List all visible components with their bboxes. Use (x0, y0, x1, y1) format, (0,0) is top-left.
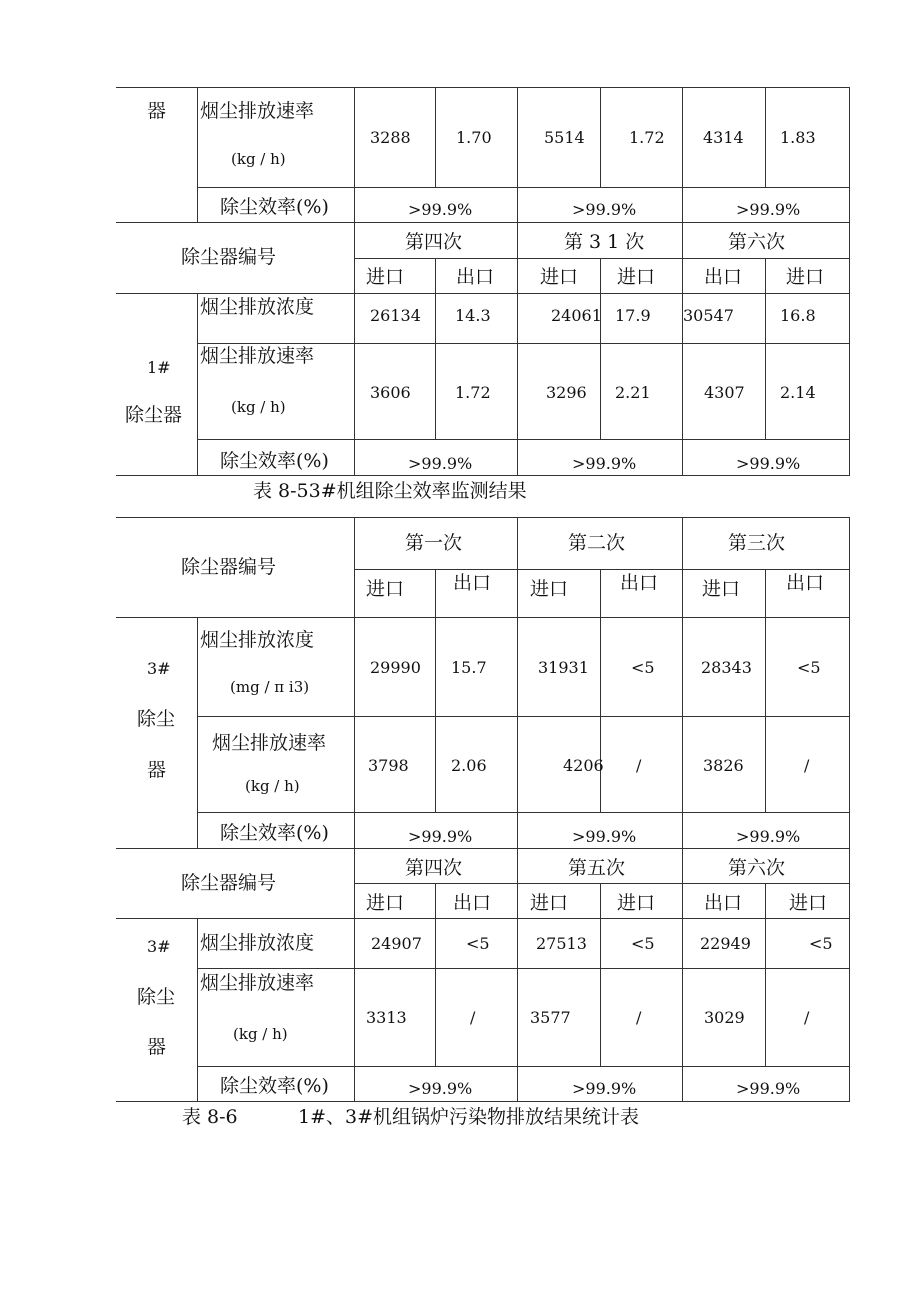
concentration-value: 28343 (701, 658, 752, 677)
rate-value: 3313 (366, 1008, 407, 1027)
rate-unit: (kg / h) (233, 1025, 288, 1043)
concentration-value: 17.9 (615, 306, 651, 325)
concentration-value: 26134 (370, 306, 421, 325)
run-header: 第六次 (728, 857, 786, 879)
concentration-value: <5 (797, 658, 821, 677)
collector-id-header: 除尘器编号 (181, 872, 277, 894)
concentration-value: 29990 (370, 658, 421, 677)
inlet-outlet-header: 进口 (540, 266, 579, 288)
collector-id-header: 除尘器编号 (181, 246, 277, 268)
inlet-outlet-header: 出口 (456, 266, 495, 288)
efficiency-value: >99.9% (572, 454, 637, 473)
table-caption: 1#、3#机组锅炉污染物排放结果统计表 (298, 1106, 640, 1128)
inlet-outlet-header: 进口 (786, 266, 825, 288)
efficiency-label: 除尘效率(%) (220, 1075, 329, 1097)
rate-value: / (636, 1008, 642, 1027)
unit-number: 3# (147, 937, 171, 956)
efficiency-value: >99.9% (736, 1079, 801, 1098)
inlet-outlet-header: 出口 (453, 892, 492, 914)
rate-value: 2.14 (780, 383, 816, 402)
inlet-outlet-header: 进口 (366, 266, 405, 288)
concentration-value: <5 (631, 658, 655, 677)
inlet-outlet-header: 进口 (702, 578, 741, 600)
efficiency-value: >99.9% (408, 1079, 473, 1098)
rate-value: 3029 (704, 1008, 745, 1027)
rate-value: 1.72 (629, 128, 665, 147)
table-caption-number: 表 8-6 (182, 1106, 238, 1128)
inlet-outlet-header: 进口 (789, 892, 828, 914)
unit-number: 1# (147, 358, 171, 377)
rate-value: 1.72 (455, 383, 491, 402)
inlet-outlet-header: 出口 (620, 572, 659, 594)
table-caption: 表 8-53#机组除尘效率监测结果 (253, 480, 527, 502)
unit-name: 器 (147, 759, 167, 781)
rate-value: 4307 (704, 383, 745, 402)
rate-value: 3826 (703, 756, 744, 775)
efficiency-value: >99.9% (408, 200, 473, 219)
rate-unit: (kg / h) (231, 150, 286, 168)
concentration-value: 30547 (683, 306, 734, 325)
efficiency-value: >99.9% (736, 200, 801, 219)
concentration-value: <5 (809, 934, 833, 953)
efficiency-value: >99.9% (408, 454, 473, 473)
rate-unit: (kg / h) (245, 777, 300, 795)
rate-value: / (804, 756, 810, 775)
efficiency-value: >99.9% (736, 827, 801, 846)
concentration-value: 14.3 (455, 306, 491, 325)
rate-value: 1.70 (456, 128, 492, 147)
efficiency-label: 除尘效率(%) (220, 822, 329, 844)
rate-unit: (kg / h) (231, 398, 286, 416)
inlet-outlet-header: 进口 (617, 892, 656, 914)
run-header: 第一次 (405, 532, 463, 554)
concentration-value: 15.7 (451, 658, 487, 677)
inlet-outlet-header: 进口 (530, 892, 569, 914)
inlet-outlet-header: 进口 (366, 578, 405, 600)
rate-label: 烟尘排放速率 (200, 972, 315, 994)
unit-label-tail: 器 (147, 100, 167, 122)
rate-value: 1.83 (780, 128, 816, 147)
run-header: 第六次 (728, 231, 786, 253)
rate-value: 3288 (370, 128, 411, 147)
unit-number: 3# (147, 659, 171, 678)
concentration-value: 24907 (371, 934, 422, 953)
unit-name: 除尘器 (125, 404, 183, 426)
run-header: 第五次 (568, 857, 626, 879)
efficiency-value: >99.9% (572, 200, 637, 219)
concentration-value: 31931 (538, 658, 589, 677)
rate-value: 4314 (703, 128, 744, 147)
rate-value: / (470, 1008, 476, 1027)
rate-label: 烟尘排放速率 (200, 345, 315, 367)
efficiency-value: >99.9% (736, 454, 801, 473)
rate-value: 2.06 (451, 756, 487, 775)
efficiency-value: >99.9% (408, 827, 473, 846)
rate-value: 5514 (544, 128, 585, 147)
rate-value: 2.21 (615, 383, 651, 402)
rate-value: 3296 (546, 383, 587, 402)
inlet-outlet-header: 进口 (530, 578, 569, 600)
efficiency-value: >99.9% (572, 1079, 637, 1098)
rate-value: 3606 (370, 383, 411, 402)
concentration-value: 22949 (700, 934, 751, 953)
concentration-label: 烟尘排放浓度 (200, 629, 315, 651)
concentration-value: <5 (631, 934, 655, 953)
rate-value: 4206 (563, 756, 604, 775)
rate-value: / (636, 756, 642, 775)
efficiency-label: 除尘效率(%) (220, 450, 329, 472)
concentration-label: 烟尘排放浓度 (200, 296, 315, 318)
run-header: 第四次 (405, 857, 463, 879)
collector-id-header: 除尘器编号 (181, 556, 277, 578)
concentration-value: 16.8 (780, 306, 816, 325)
rate-value: 3798 (368, 756, 409, 775)
run-header: 第 3 1 次 (564, 231, 645, 253)
rate-label: 烟尘排放速率 (212, 732, 327, 754)
concentration-value: 27513 (536, 934, 587, 953)
inlet-outlet-header: 进口 (617, 266, 656, 288)
inlet-outlet-header: 出口 (704, 892, 743, 914)
unit-name: 除尘 (137, 986, 176, 1008)
inlet-outlet-header: 出口 (704, 266, 743, 288)
inlet-outlet-header: 进口 (366, 892, 405, 914)
inlet-outlet-header: 出口 (453, 572, 492, 594)
unit-name: 器 (147, 1036, 167, 1058)
rate-value: 3577 (530, 1008, 571, 1027)
concentration-value: <5 (466, 934, 490, 953)
concentration-label: 烟尘排放浓度 (200, 932, 315, 954)
run-header: 第二次 (568, 532, 626, 554)
inlet-outlet-header: 出口 (786, 572, 825, 594)
unit-name: 除尘 (137, 708, 176, 730)
efficiency-value: >99.9% (572, 827, 637, 846)
rate-label: 烟尘排放速率 (200, 100, 315, 122)
run-header: 第四次 (405, 231, 463, 253)
rate-value: / (804, 1008, 810, 1027)
concentration-value: 24061 (551, 306, 602, 325)
concentration-unit: (mg / π i3) (230, 678, 310, 696)
efficiency-label: 除尘效率(%) (220, 196, 329, 218)
run-header: 第三次 (728, 532, 786, 554)
